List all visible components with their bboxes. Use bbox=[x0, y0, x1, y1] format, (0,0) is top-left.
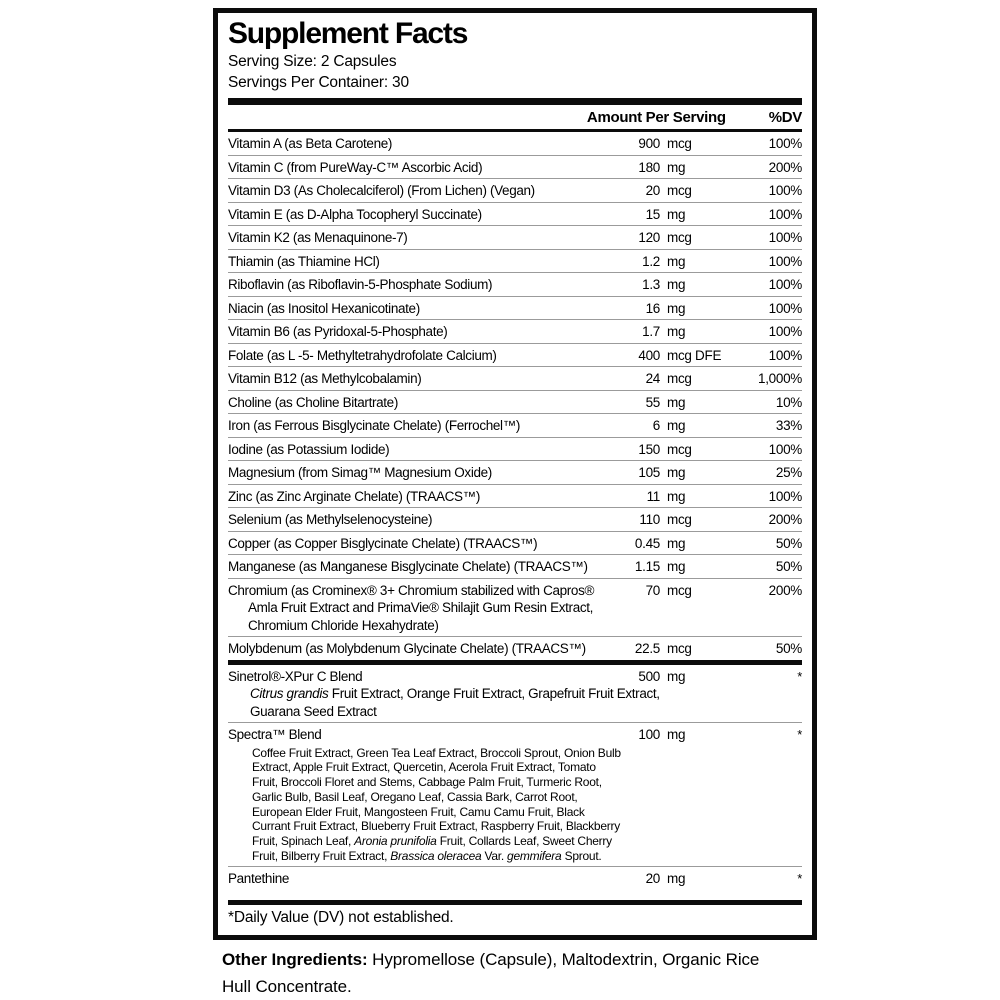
nutrient-row bbox=[228, 178, 802, 202]
dv-value: 200% bbox=[768, 159, 802, 175]
dv-value: 100% bbox=[768, 324, 802, 339]
amount-value: 1.15 bbox=[634, 559, 660, 574]
nutrient-name: Folate (as L -5- Methyltetrahydrofolate Calcium) bbox=[228, 347, 497, 363]
amount-value: 180 bbox=[638, 159, 660, 175]
nutrient-row bbox=[228, 366, 802, 390]
dv-value: 33% bbox=[775, 418, 802, 433]
nutrient-row bbox=[228, 319, 802, 343]
daily-value-footnote: *Daily Value (DV) not established. bbox=[228, 900, 802, 929]
nutrient-name: Iron (as Ferrous Bisglycinate Chelate) (Ferrochel™) bbox=[228, 418, 521, 433]
ingredient-text: Var. bbox=[481, 849, 508, 864]
amount-cell bbox=[614, 370, 729, 388]
amount-value: 150 bbox=[638, 441, 660, 457]
amount-value: 20 bbox=[645, 870, 660, 886]
nutrient-name: Selenium (as Methylselenocysteine) bbox=[228, 512, 433, 527]
nutrient-name: Chromium (as Crominex® 3+ Chromium stabilized with Capros® Amla Fruit Extract and PrimaVie® Shilajit Gum Resin Extract, Chromium Chloride Hexahydrate) bbox=[228, 582, 595, 633]
amount-unit: mg bbox=[667, 559, 686, 574]
nutrient-row bbox=[228, 390, 802, 414]
amount-cell bbox=[614, 417, 729, 435]
amount-value: 1.3 bbox=[642, 277, 660, 292]
nutrient-row bbox=[228, 437, 802, 461]
amount-cell bbox=[614, 870, 729, 888]
amount-cell bbox=[614, 640, 729, 658]
row-line bbox=[228, 206, 802, 224]
dv-value: 100% bbox=[768, 206, 802, 222]
amount-unit: mg bbox=[667, 394, 686, 410]
nutrient-row bbox=[228, 343, 802, 367]
amount-unit: mg bbox=[667, 277, 686, 292]
row-line bbox=[228, 535, 802, 553]
nutrient-name: Vitamin C (from PureWay-C™ Ascorbic Acid) bbox=[228, 159, 483, 175]
nutrient-name: Vitamin E (as D-Alpha Tocopheryl Succinate) bbox=[228, 206, 482, 222]
other-ingredients-label: Other Ingredients: bbox=[222, 950, 368, 969]
dv-value: 25% bbox=[775, 465, 802, 480]
row-line bbox=[228, 182, 802, 200]
amount-value: 100 bbox=[638, 727, 660, 742]
dv-value: 10% bbox=[775, 394, 802, 410]
row-line bbox=[228, 323, 802, 341]
nutrient-name: Sinetrol®-XPur C Blend bbox=[228, 668, 363, 684]
nutrient-row bbox=[228, 225, 802, 249]
row-line bbox=[228, 276, 802, 294]
amount-value: 120 bbox=[638, 230, 660, 245]
sub-ingredients bbox=[250, 685, 710, 720]
dv-value: * bbox=[797, 870, 802, 886]
amount-value: 1.2 bbox=[642, 253, 660, 269]
amount-unit: mcg bbox=[667, 512, 692, 527]
row-line bbox=[228, 511, 802, 529]
amount-unit: mcg bbox=[667, 136, 692, 151]
ingredient-text: Sprout. bbox=[561, 849, 602, 864]
row-line bbox=[228, 668, 802, 686]
amount-value: 11 bbox=[646, 488, 660, 504]
row-line bbox=[228, 253, 802, 271]
amount-value: 22.5 bbox=[634, 641, 660, 656]
dv-value: 100% bbox=[768, 277, 802, 292]
amount-value: 15 bbox=[645, 206, 660, 222]
dv-value: 100% bbox=[768, 347, 802, 363]
amount-unit: mcg bbox=[667, 371, 692, 386]
amount-unit: mg bbox=[667, 727, 686, 742]
dv-column-header: %DV bbox=[768, 109, 802, 126]
nutrient-name: Manganese (as Manganese Bisglycinate Chelate) (TRAACS™) bbox=[228, 559, 588, 574]
nutrient-name: Vitamin A (as Beta Carotene) bbox=[228, 136, 393, 151]
row-line bbox=[228, 370, 802, 388]
dv-value: 50% bbox=[775, 641, 802, 656]
nutrient-name: Magnesium (from Simag™ Magnesium Oxide) bbox=[228, 465, 492, 480]
amount-cell bbox=[614, 394, 729, 412]
amount-value: 70 bbox=[645, 582, 660, 598]
amount-cell bbox=[614, 135, 729, 153]
amount-cell bbox=[614, 535, 729, 553]
nutrient-row bbox=[228, 507, 802, 531]
nutrient-name: Niacin (as Inositol Hexanicotinate) bbox=[228, 300, 420, 316]
amount-cell bbox=[614, 511, 729, 529]
amount-unit: mcg bbox=[667, 230, 692, 245]
amount-unit: mg bbox=[667, 159, 686, 175]
dv-value: 1,000% bbox=[758, 371, 802, 386]
amount-cell bbox=[614, 276, 729, 294]
nutrient-name: Vitamin D3 (As Cholecalciferol) (From Lichen) (Vegan) bbox=[228, 183, 535, 198]
column-header-row bbox=[228, 105, 802, 129]
nutrient-name: Vitamin B6 (as Pyridoxal-5-Phosphate) bbox=[228, 324, 448, 339]
nutrient-row bbox=[228, 296, 802, 320]
row-line bbox=[228, 229, 802, 247]
amount-unit: mg bbox=[667, 300, 686, 316]
nutrient-name: Molybdenum (as Molybdenum Glycinate Chelate) (TRAACS™) bbox=[228, 641, 586, 656]
divider-thick-top bbox=[228, 98, 802, 105]
row-line bbox=[228, 640, 802, 658]
amount-column-header: Amount Per Serving bbox=[586, 109, 726, 126]
ingredient-latin-name: Aronia prunifolia bbox=[354, 834, 437, 849]
amount-cell bbox=[614, 558, 729, 576]
amount-cell bbox=[614, 300, 729, 318]
ingredient-text: Fruit Extract, Orange Fruit Extract, Grapefruit Fruit Extract, Guarana Seed Extract bbox=[250, 686, 660, 719]
sub-ingredients bbox=[252, 746, 624, 864]
nutrient-row bbox=[228, 155, 802, 179]
row-line bbox=[228, 870, 802, 888]
amount-cell bbox=[614, 668, 729, 686]
amount-cell bbox=[614, 582, 729, 600]
nutrient-row bbox=[228, 636, 802, 660]
amount-value: 900 bbox=[638, 136, 660, 151]
amount-cell bbox=[614, 206, 729, 224]
dv-value: 50% bbox=[775, 535, 802, 551]
blend-rows bbox=[228, 665, 802, 890]
row-line bbox=[228, 441, 802, 459]
dv-value: 200% bbox=[768, 512, 802, 527]
other-ingredients bbox=[222, 946, 767, 1000]
amount-unit: mg bbox=[667, 206, 686, 222]
nutrient-name: Iodine (as Potassium Iodide) bbox=[228, 441, 390, 457]
amount-unit: mcg bbox=[667, 183, 692, 198]
amount-cell bbox=[614, 464, 729, 482]
dv-value: 200% bbox=[768, 582, 802, 598]
amount-unit: mg bbox=[667, 870, 686, 886]
row-line bbox=[228, 726, 802, 744]
dv-value: 100% bbox=[768, 300, 802, 316]
amount-value: 6 bbox=[652, 418, 660, 433]
blend-row bbox=[228, 866, 802, 890]
row-line bbox=[228, 582, 802, 635]
row-line bbox=[228, 135, 802, 153]
supplement-facts-panel bbox=[213, 8, 817, 940]
amount-unit: mg bbox=[667, 418, 686, 433]
nutrient-row bbox=[228, 202, 802, 226]
ingredient-latin-name: Brassica oleracea bbox=[390, 849, 482, 864]
amount-cell bbox=[614, 253, 729, 271]
row-line bbox=[228, 558, 802, 576]
row-line bbox=[228, 159, 802, 177]
nutrient-row bbox=[228, 413, 802, 437]
amount-unit: mg bbox=[667, 253, 686, 269]
nutrient-name: Zinc (as Zinc Arginate Chelate) (TRAACS™) bbox=[228, 488, 480, 504]
ingredient-latin-name: Citrus grandis bbox=[250, 686, 329, 701]
nutrient-row bbox=[228, 249, 802, 273]
amount-value: 500 bbox=[638, 668, 660, 684]
blend-row bbox=[228, 665, 802, 723]
dv-value: 100% bbox=[768, 230, 802, 245]
row-line bbox=[228, 417, 802, 435]
amount-value: 24 bbox=[645, 371, 660, 386]
ingredient-text: Coffee Fruit Extract, Green Tea Leaf Extract, Broccoli Sprout, Onion Bulb Extract, Apple Fruit Extract, Quercetin, Acerola Fruit Extract, Tomato Fruit, Broccoli Floret and Stems, Cabbage Palm Fruit, Turmeric Root, Garlic Bulb, Basil Leaf, Oregano Leaf, Cassia Bark, Carrot Root, European Elder Fruit, Mangosteen Fruit, Camu Camu Fruit, Black Currant Fruit Extract, Blueberry Fruit Extract, Raspberry Fruit, Blackberry Fruit, Spinach Leaf, bbox=[252, 745, 621, 849]
amount-unit: mcg DFE bbox=[667, 347, 722, 363]
nutrient-rows bbox=[228, 132, 802, 660]
ingredient-text: Fruit, Collards Leaf, Sweet Cherry Fruit, Bilberry Fruit Extract, bbox=[252, 834, 612, 864]
amount-unit: mcg bbox=[667, 641, 692, 656]
nutrient-row bbox=[228, 132, 802, 155]
nutrient-row bbox=[228, 484, 802, 508]
nutrient-row bbox=[228, 578, 802, 637]
dv-value: 100% bbox=[768, 253, 802, 269]
amount-cell bbox=[614, 441, 729, 459]
nutrient-name: Riboflavin (as Riboflavin-5-Phosphate Sodium) bbox=[228, 277, 493, 292]
amount-unit: mg bbox=[667, 488, 686, 504]
amount-value: 400 bbox=[638, 347, 660, 363]
servings-per-container: Servings Per Container: 30 bbox=[228, 74, 409, 91]
dv-value: * bbox=[797, 668, 802, 684]
dv-value: * bbox=[797, 727, 802, 742]
serving-size: Serving Size: 2 Capsules bbox=[228, 53, 397, 70]
amount-cell bbox=[614, 159, 729, 177]
dv-value: 100% bbox=[768, 183, 802, 198]
dv-value: 100% bbox=[768, 488, 802, 504]
amount-value: 16 bbox=[645, 300, 660, 316]
panel-title: Supplement Facts bbox=[228, 17, 468, 50]
amount-unit: mg bbox=[667, 668, 686, 684]
nutrient-row bbox=[228, 460, 802, 484]
other-ingredients-text: Hypromellose (Capsule), Maltodextrin, Organic Rice Hull Concentrate. bbox=[222, 950, 760, 996]
amount-cell bbox=[614, 182, 729, 200]
spacer bbox=[228, 889, 802, 900]
nutrient-name: Choline (as Choline Bitartrate) bbox=[228, 394, 398, 410]
ingredient-latin-name: gemmifera bbox=[507, 849, 562, 864]
amount-value: 0.45 bbox=[634, 535, 660, 551]
amount-unit: mcg bbox=[667, 441, 692, 457]
dv-value: 100% bbox=[768, 441, 802, 457]
row-line bbox=[228, 464, 802, 482]
nutrient-name: Spectra™ Blend bbox=[228, 727, 322, 742]
nutrient-row bbox=[228, 554, 802, 578]
amount-cell bbox=[614, 347, 729, 365]
amount-value: 55 bbox=[645, 394, 660, 410]
dv-value: 50% bbox=[775, 559, 802, 574]
amount-unit: mg bbox=[667, 535, 686, 551]
nutrient-row bbox=[228, 272, 802, 296]
amount-unit: mg bbox=[667, 324, 686, 339]
amount-cell bbox=[614, 323, 729, 341]
nutrient-name: Thiamin (as Thiamine HCl) bbox=[228, 253, 380, 269]
row-line bbox=[228, 347, 802, 365]
blend-row bbox=[228, 722, 802, 866]
row-line bbox=[228, 488, 802, 506]
amount-value: 1.7 bbox=[642, 324, 660, 339]
amount-cell bbox=[614, 488, 729, 506]
nutrient-name: Pantethine bbox=[228, 870, 290, 886]
amount-unit: mg bbox=[667, 465, 686, 480]
nutrient-row bbox=[228, 531, 802, 555]
dv-value: 100% bbox=[768, 136, 802, 151]
amount-value: 105 bbox=[638, 465, 660, 480]
amount-value: 110 bbox=[639, 512, 660, 527]
nutrient-name: Vitamin B12 (as Methylcobalamin) bbox=[228, 371, 422, 386]
row-line bbox=[228, 300, 802, 318]
amount-cell bbox=[614, 229, 729, 247]
amount-cell bbox=[614, 726, 729, 744]
row-line bbox=[228, 394, 802, 412]
amount-value: 20 bbox=[645, 183, 660, 198]
nutrient-name: Copper (as Copper Bisglycinate Chelate) (TRAACS™) bbox=[228, 535, 538, 551]
amount-unit: mcg bbox=[667, 582, 692, 598]
nutrient-name: Vitamin K2 (as Menaquinone-7) bbox=[228, 230, 408, 245]
